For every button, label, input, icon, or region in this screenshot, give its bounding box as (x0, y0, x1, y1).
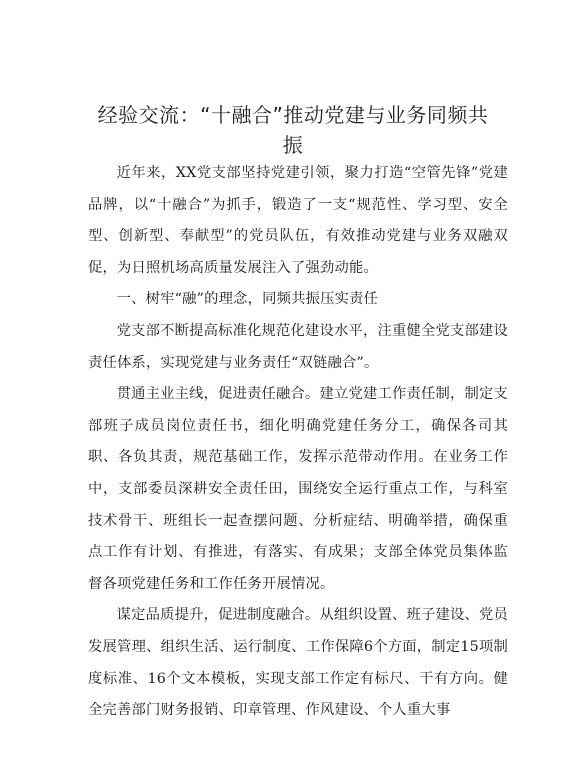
paragraph-responsibility: 贯通主业主线，促进责任融合。建立党建工作责任制，制定支部班子成员岗位责任书，细化明确党建任务分工，确保各司其职、各负其责，规范基础工作，发挥示范带动作用。在业务工作中，支部委员深耕安全责任田，围绕安全运行重点工作，与科室技术骨干、班组长一起查摆问题、分析症结、明确举措，确保重点工作有计划、有推进，有落实、有成果；支部全体党员集体监督各项党建任务和工作任务开展情况。 (88, 386, 509, 592)
document-title: 经验交流：“十融合”推动党建与业务同频共振 (97, 103, 489, 157)
document-body (88, 158, 508, 727)
paragraph-system: 谋定品质提升，促进制度融合。从组织设置、班子建设、党员发展管理、组织生活、运行制度、工作保障6个方面，制定15项制度标准、16个文本模板，实现支部工作定有标尺、干有方向。健全完善部门财务报销、印章管理、作风建设、个人重大事 (88, 607, 509, 719)
paragraph-intro: 近年来，XX党支部坚持党建引领，聚力打造“空管先锋”党建品牌，以“十融合”为抓手，锻造了一支“规范性、学习型、安全型、创新型、奉献型”的党员队伍，有效推动党建与业务双融双促，为日照机场高质量发展注入了强劲动能。 (88, 165, 508, 276)
section-heading: 一、树牢“融”的理念，同频共振压实责任 (116, 291, 379, 308)
paragraph-section-intro: 党支部不断提高标准化规范化建设水平，注重健全党支部建设责任体系，实现党建与业务责任“双链融合”。 (88, 322, 509, 371)
